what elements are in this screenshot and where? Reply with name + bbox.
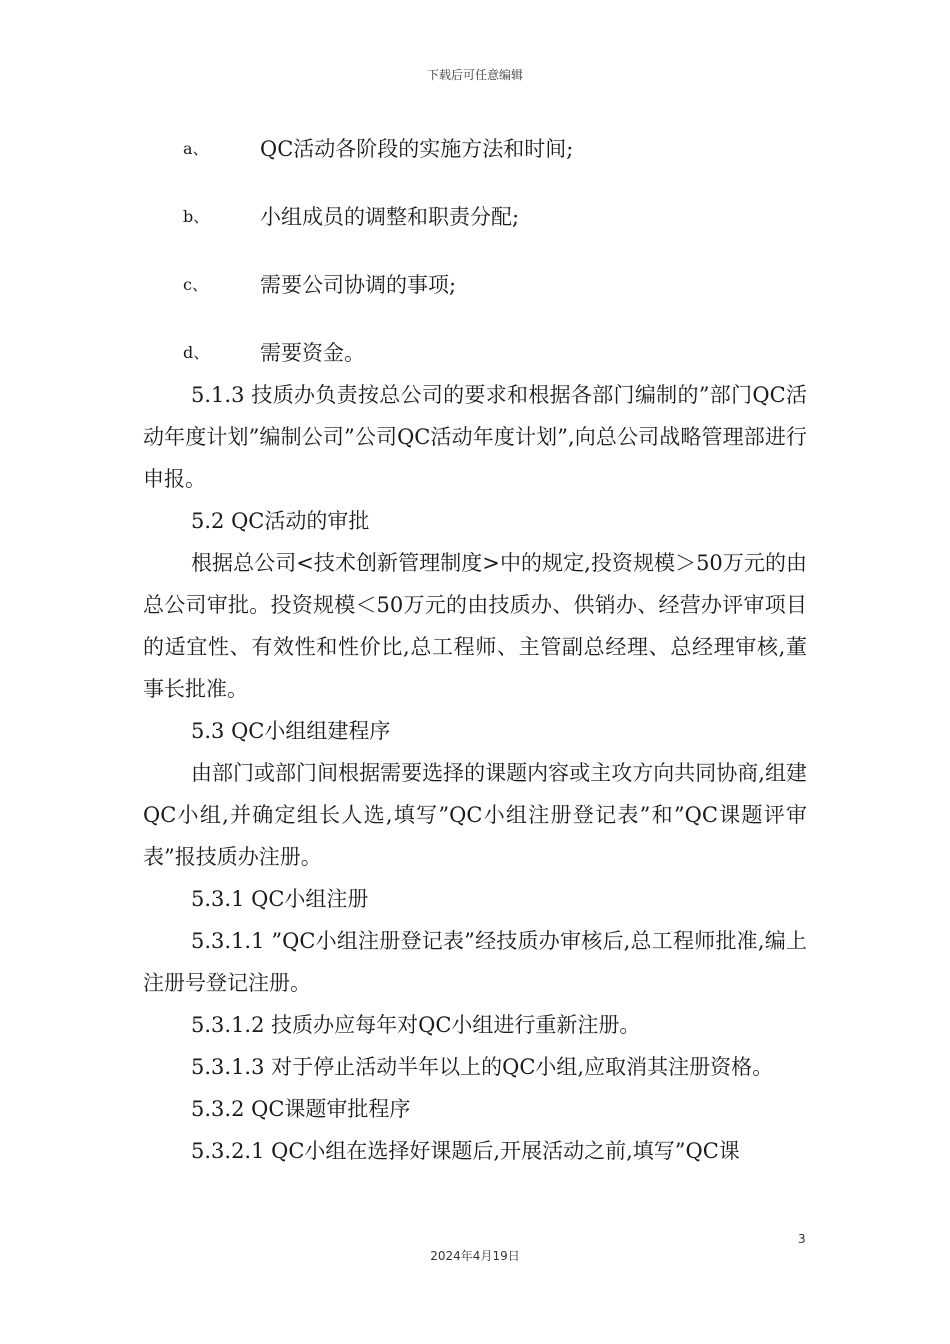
document-body: [143, 128, 807, 1172]
list-marker: c、: [183, 275, 208, 294]
list-item-text: 需要资金。: [260, 341, 365, 365]
paragraph-group-formation: 由部门或部门间根据需要选择的课题内容或主攻方向共同协商,组建QC小组,并确定组长人选,填写”QC小组注册登记表”和”QC课题评审表”报技质办注册。: [143, 761, 807, 869]
paragraph-5-3-2-1: 5.3.2.1 QC小组在选择好课题后,开展活动之前,填写”QC课: [191, 1139, 740, 1163]
list-item: [143, 196, 807, 238]
list-item: [143, 128, 807, 170]
list-item: [143, 332, 807, 374]
list-marker: b、: [183, 207, 210, 226]
list-item: [143, 264, 807, 306]
heading-5-3-1: 5.3.1 QC小组注册: [191, 887, 369, 911]
page-number: 3: [798, 1232, 806, 1246]
heading-5-3-2: 5.3.2 QC课题审批程序: [191, 1097, 411, 1121]
list-item-text: 需要公司协调的事项;: [260, 273, 457, 297]
list-marker: a、: [183, 139, 209, 158]
paragraph-5-3-1-3: 5.3.1.3 对于停止活动半年以上的QC小组,应取消其注册资格。: [191, 1055, 774, 1079]
list-marker: d、: [183, 343, 210, 362]
paragraph-5-3-1-2: 5.3.1.2 技质办应每年对QC小组进行重新注册。: [191, 1013, 641, 1037]
page-footer-date: 2024年4月19日: [430, 1249, 520, 1263]
list-item-text: QC活动各阶段的实施方法和时间;: [260, 137, 574, 161]
paragraph-5-1-3: 5.1.3 技质办负责按总公司的要求和根据各部门编制的”部门QC活动年度计划”编制公司”公司QC活动年度计划”,向总公司战略管理部进行申报。: [143, 383, 807, 491]
paragraph-5-3-1-1: 5.3.1.1 ”QC小组注册登记表”经技质办审核后,总工程师批准,编上注册号登记注册。: [143, 929, 807, 995]
heading-5-3: 5.3 QC小组组建程序: [191, 719, 391, 743]
heading-5-2: 5.2 QC活动的审批: [191, 509, 370, 533]
list-item-text: 小组成员的调整和职责分配;: [260, 205, 520, 229]
page-header: 下载后可任意编辑: [426, 68, 523, 82]
paragraph-approval: 根据总公司<技术创新管理制度>中的规定,投资规模＞50万元的由总公司审批。投资规模＜50万元的由技质办、供销办、经营办评审项目的适宜性、有效性和性价比,总工程师、主管副总经理、总经理审核,董事长批准。: [143, 551, 807, 701]
